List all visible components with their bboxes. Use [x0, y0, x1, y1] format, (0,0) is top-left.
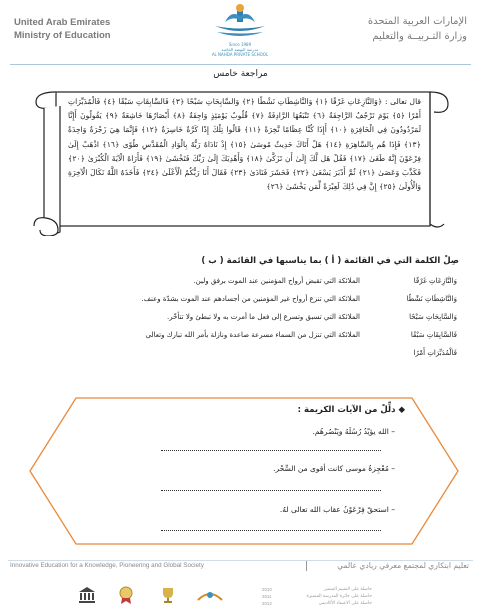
- verses-scroll: [30, 86, 456, 236]
- matching-column-a: [367, 272, 457, 362]
- award-year: 2012: [262, 601, 272, 606]
- logo-text-1: Since 1989: [228, 42, 252, 47]
- award-line: حاصلة على التقييم المتميز: [324, 587, 372, 592]
- column-a-item: فَالسَّابِقَاتِ سَبْقًا: [410, 331, 457, 339]
- school-emblem-icon: [211, 2, 269, 42]
- column-b-item: الملائكة التي تنزع أرواح غير المؤمنين من أجسادهم عند الموت بشدّة وعنف.: [141, 295, 360, 303]
- award-year: 2010: [262, 587, 272, 592]
- partner-logo-icon: [196, 586, 224, 604]
- column-b-item: [98, 344, 360, 362]
- header-arabic-line1: الإمارات العربية المتحدة: [367, 16, 467, 27]
- evidence-title-text: دلِّلْ من الآيات الكريمة :: [297, 405, 396, 415]
- matching-column-b: [98, 272, 360, 362]
- answer-line[interactable]: [161, 450, 381, 451]
- evidence-item: – مُعْجِزةُ موسى كانت أقوى من السِّحْر.: [273, 464, 395, 473]
- matching-title: صِلْ الكلمة التي في القائمة ( أ ) بما يناسبها في القائمة ( ب ): [201, 256, 459, 266]
- unesco-logo-icon: [78, 586, 96, 604]
- header-arabic: [317, 14, 467, 44]
- answer-line[interactable]: [161, 490, 381, 491]
- column-a-item: وَالنَّاشِطَاتِ نَشْطًا: [406, 295, 457, 303]
- header-english-line1: United Arab Emirates: [14, 17, 111, 28]
- award-lines: [282, 586, 372, 607]
- column-a-item: وَالسَّابِحَاتِ سَبْحًا: [409, 313, 457, 321]
- award-badge-icon: [118, 586, 134, 604]
- award-year: 2011: [262, 594, 272, 599]
- column-b-item: الملائكة التي تسبق وتسرع إلى فعل ما أمرت به ولا تبطئ ولا تتأخّر.: [166, 313, 360, 321]
- award-years: [262, 586, 272, 607]
- evidence-item: – الله يؤيّدُ رُسُلَهُ ويَنْصُرهُم.: [312, 427, 395, 436]
- award-line: حاصلة على الاعتماد الأكاديمي: [318, 601, 372, 606]
- header-english: [14, 16, 184, 42]
- header-divider: [10, 64, 471, 65]
- diamond-bullet-icon: ◆: [398, 405, 405, 415]
- column-b-item: الملائكة التي تنزل من السماء مسرعة صاعدة ونازلة بأمر الله تبارك وتعالى: [145, 331, 360, 339]
- school-logo: [198, 2, 282, 64]
- award-line: حاصلة على جائزة المدرسة المتميزة: [306, 594, 372, 599]
- footer-arabic: تعليم ابتكاري لمجتمع معرفي ريادي عالمي: [337, 561, 469, 570]
- column-a-item: وَالنَّازِعَاتِ غَرْقًا: [413, 277, 457, 285]
- footer-english: Innovative Education for a Knowledge, Pioneering and Global Society: [10, 562, 204, 569]
- evidence-item: – استحقّ فِرْعَوْنُ عقاب الله تعالى لهُ.: [279, 505, 395, 514]
- header-arabic-line2: وزارة التـربيــة والتعليم: [372, 31, 467, 42]
- page-title: مراجعة خامس: [213, 69, 268, 79]
- verses-text: قال تعالى : ﴿وَالنَّازِعَاتِ غَرْقًا ﴿١﴾ وَالنَّاشِطَاتِ نَشْطًا ﴿٢﴾ وَالسَّابِحَاتِ سَبْحًا ﴿٣﴾ فَالسَّابِقَاتِ سَبْقًا ﴿٤﴾ فَالْمُدَبِّرَاتِ أَمْرًا ﴿٥﴾ يَوْمَ تَرْجُفُ الرَّاجِفَةُ ﴿٦﴾ تَتْبَعُهَا الرَّادِفَةُ ﴿٧﴾ قُلُوبٌ يَوْمَئِذٍ وَاجِفَةٌ ﴿٨﴾ أَبْصَارُهَا خَاشِعَةٌ ﴿٩﴾ يَقُولُونَ أَإِنَّا لَمَرْدُودُونَ فِي الْحَافِرَةِ ﴿١٠﴾ أَإِذَا كُنَّا عِظَامًا نَّخِرَةً ﴿١١﴾ قَالُوا تِلْكَ إِذًا كَرَّةٌ خَاسِرَةٌ ﴿١٢﴾ فَإِنَّمَا هِيَ زَجْرَةٌ وَاحِدَةٌ ﴿١٣﴾ فَإِذَا هُم بِالسَّاهِرَةِ ﴿١٤﴾ هَلْ أَتَاكَ حَدِيثُ مُوسَىٰ ﴿١٥﴾ إِذْ نَادَاهُ رَبُّهُ بِالْوَادِ الْمُقَدَّسِ طُوًى ﴿١٦﴾ اذْهَبْ إِلَىٰ فِرْعَوْنَ إِنَّهُ طَغَىٰ ﴿١٧﴾ فَقُلْ هَل لَّكَ إِلَىٰ أَن تَزَكَّىٰ ﴿١٨﴾ وَأَهْدِيَكَ إِلَىٰ رَبِّكَ فَتَخْشَىٰ ﴿١٩﴾ فَأَرَاهُ الْآيَةَ الْكُبْرَىٰ ﴿٢٠﴾ فَكَذَّبَ وَعَصَىٰ ﴿٢١﴾ ثُمَّ أَدْبَرَ يَسْعَىٰ ﴿٢٢﴾ فَحَشَرَ فَنَادَىٰ ﴿٢٣﴾ فَقَالَ أَنَا رَبُّكُمُ الْأَعْلَىٰ ﴿٢٤﴾ فَأَخَذَهُ اللَّهُ نَكَالَ الْآخِرَةِ وَالْأُولَىٰ ﴿٢٥﴾ إِنَّ فِي ذَٰلِكَ لَعِبْرَةً لِّمَن يَخْشَىٰ ﴿٢٦﴾: [68, 97, 421, 192]
- column-b-item: الملائكة التي تقبض أرواح المؤمنين عند الموت برفق ولين.: [193, 277, 360, 285]
- header-english-line2: Ministry of Education: [14, 30, 111, 41]
- column-a-item: فَالْمُدَبِّرَاتِ أَمْرًا: [413, 349, 457, 357]
- evidence-title: [298, 405, 405, 415]
- logo-text-2: مدرسة النهضة الخاصة: [221, 47, 259, 52]
- logo-text-3: AL NAHDA PRIVATE SCHOOL: [211, 52, 269, 57]
- trophy-icon: [160, 586, 176, 604]
- answer-line[interactable]: [161, 530, 381, 531]
